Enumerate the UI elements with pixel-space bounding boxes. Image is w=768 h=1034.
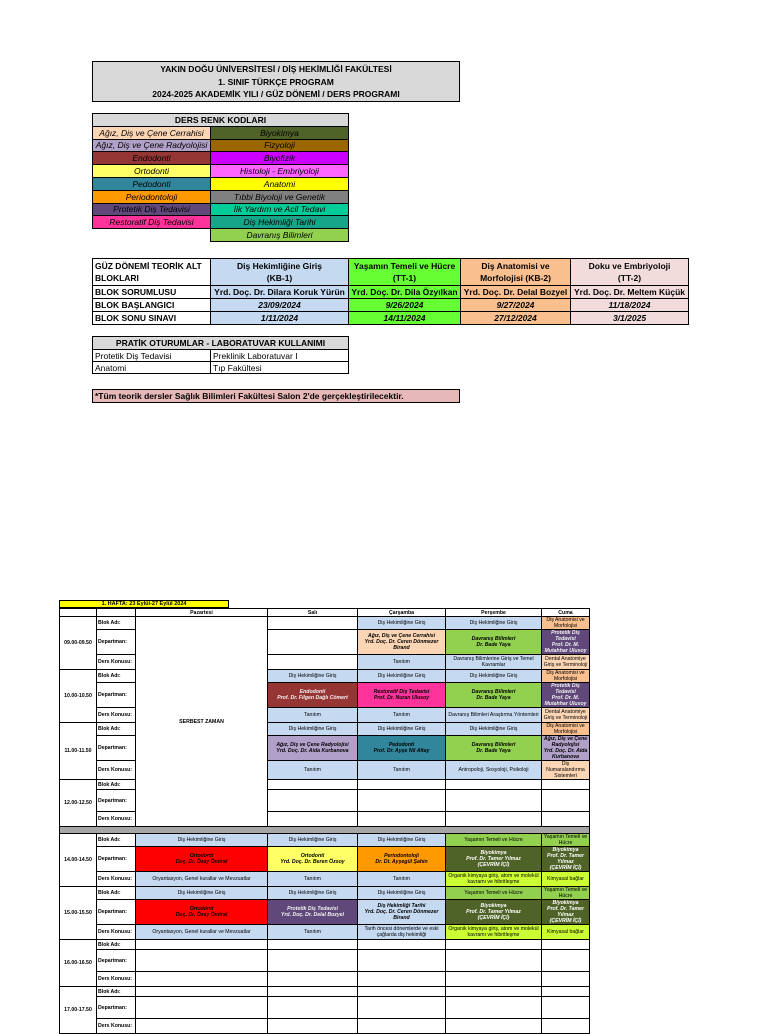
lab-title: PRATİK OTURUMLAR - LABORATUVAR KULLANIMI <box>93 337 349 350</box>
color-code-left: Ağız, Diş ve Çene Cerrahisi <box>93 126 211 139</box>
weekly-schedule-table <box>59 608 590 1034</box>
lab-place: Preklinik Laboratuvar I <box>211 350 349 362</box>
block-baslangic-cell: 9/27/2024 <box>461 299 571 312</box>
lesson-konu: Tarih öncesi dönemlerde ve eski çağlarda diş hekimliği <box>358 925 446 940</box>
lesson-blok: Diş Anatomisi ve Morfolojisi <box>542 723 590 736</box>
row-label-dep: Departman: <box>97 900 136 925</box>
lesson-dep <box>542 950 590 972</box>
lesson-blok <box>446 780 542 790</box>
lesson-dep: Davranış Bilimleri Dr. Bade Yaya <box>446 683 542 708</box>
color-code-right: Anatomi <box>211 177 349 190</box>
lesson-konu <box>542 812 590 827</box>
color-code-right: Davranış Bilimleri <box>211 229 349 242</box>
color-code-left: Ağız, Diş ve Çene Radyolojisi <box>93 139 211 152</box>
lesson-dep: Biyokimya Prof. Dr. Tamer Yılmaz (ÇEVRİM İÇİ) <box>446 900 542 925</box>
blocks-header-label: GÜZ DÖNEMİ TEORİK ALT BLOKLARI <box>93 259 211 286</box>
row-label-dep: Departman: <box>97 950 136 972</box>
lesson-dep <box>542 790 590 812</box>
week-title: 1. HAFTA: 23 Eylül-27 Eylül 2024 <box>59 600 229 608</box>
row-label-konu: Ders Konusu: <box>97 972 136 987</box>
lesson-blok <box>358 940 446 950</box>
lab-course: Anatomi <box>93 362 211 374</box>
lesson-konu: Tanıtım <box>268 708 358 723</box>
row-label-konu: Ders Konusu: <box>97 708 136 723</box>
row-label-konu: Ders Konusu: <box>97 812 136 827</box>
row-label-konu: Ders Konusu: <box>97 761 136 780</box>
lesson-konu: Dental Anatomiye Giriş ve Terminoloji <box>542 708 590 723</box>
block-sorumlu-cell: Yrd. Doç. Dr. Meltem Küçük <box>571 286 689 299</box>
free-time-cell: SERBEST ZAMAN <box>136 617 268 827</box>
lesson-konu: Dental Anatomiye Giriş ve Terminoloji <box>542 655 590 670</box>
lesson-konu: Tanıtım <box>358 655 446 670</box>
lesson-blok <box>268 780 358 790</box>
block-title-kb2: Diş Anatomisi ve Morfolojisi (KB-2) <box>461 259 571 286</box>
day-header: Perşembe <box>446 609 542 617</box>
lesson-blok: Diş Hekimliğine Giriş <box>268 723 358 736</box>
lesson-blok <box>358 780 446 790</box>
lesson-dep: Ağız, Diş ve Çene Radyolojisi Yrd. Doç. Dr. Aida Kurbanova <box>268 736 358 761</box>
block-title-tt2: Doku ve Embriyoloji (TT-2) <box>571 259 689 286</box>
lesson-blok: Diş Hekimliğine Giriş <box>268 670 358 683</box>
block-sonu-cell: 14/11/2024 <box>349 312 461 325</box>
lesson-konu <box>136 1019 268 1034</box>
theory-blocks-table <box>92 258 689 325</box>
lesson-dep <box>136 950 268 972</box>
block-baslangic-cell: 11/18/2024 <box>571 299 689 312</box>
lesson-dep <box>268 790 358 812</box>
color-code-left: Ortodonti <box>93 165 211 178</box>
color-code-left: Restoratif Diş Tedavisi <box>93 216 211 229</box>
document-header <box>92 61 460 102</box>
lesson-konu: Tanıtım <box>358 872 446 887</box>
salon-note: *Tüm teorik dersler Sağlık Bilimleri Fakültesi Salon 2'de gerçekleştirilecektir. <box>92 389 460 403</box>
lesson-dep: Biyokimya Prof. Dr. Tamer Yılmaz (ÇEVRİM İÇİ) <box>446 847 542 872</box>
lesson-dep <box>358 790 446 812</box>
color-code-right: Biyokimya <box>211 126 349 139</box>
day-header: Salı <box>268 609 358 617</box>
lesson-blok: Diş Hekimliğine Giriş <box>358 617 446 630</box>
lesson-dep: Biyokimya Prof. Dr. Tamer Yılmaz (ÇEVRİM İÇİ) <box>542 900 590 925</box>
lesson-blok: Diş Hekimliğine Giriş <box>446 670 542 683</box>
lesson-blok <box>358 987 446 997</box>
lesson-blok: Yaşamın Temeli ve Hücre <box>446 834 542 847</box>
lesson-blok: Diş Hekimliğine Giriş <box>268 834 358 847</box>
lesson-blok <box>136 940 268 950</box>
lesson-konu: Antropoloji, Sosyoloji, Psikoloji <box>446 761 542 780</box>
lesson-blok <box>446 940 542 950</box>
row-label-blok: Blok Adı: <box>97 987 136 997</box>
color-code-right: Tıbbi Biyoloji ve Genetik <box>211 190 349 203</box>
row-label-blok: Blok Adı: <box>97 617 136 630</box>
row-label-blok: Blok Adı: <box>97 780 136 790</box>
lesson-blok: Diş Hekimliğine Giriş <box>268 887 358 900</box>
day-header: Cuma <box>542 609 590 617</box>
lesson-konu <box>268 1019 358 1034</box>
lesson-blok <box>542 987 590 997</box>
color-code-left: Pedodonti <box>93 177 211 190</box>
lab-table <box>92 336 349 374</box>
day-header: Pazartesi <box>136 609 268 617</box>
row-label-blok: Blok Adı: <box>97 887 136 900</box>
lesson-blok <box>268 940 358 950</box>
lesson-dep: Periodontoloji Dr. Dt. Ayşegül Şahin <box>358 847 446 872</box>
row-label-blok: Blok Adı: <box>97 670 136 683</box>
color-code-right: Fizyoloji <box>211 139 349 152</box>
color-code-right: Diş Hekimliği Tarihi <box>211 216 349 229</box>
lesson-blok: Diş Hekimliğine Giriş <box>358 723 446 736</box>
block-sonu-cell: 1/11/2024 <box>211 312 349 325</box>
lesson-dep: Davranış Bilimleri Dr. Bade Yaya <box>446 630 542 655</box>
lesson-konu: Organik kimyaya giriş, atom ve molekül kavramı ve hibritleşme <box>446 925 542 940</box>
lesson-konu <box>358 812 446 827</box>
lesson-blok: Diş Hekimliğine Giriş <box>358 834 446 847</box>
lesson-dep: Ağız, Diş ve Çene Radyolojisi Yrd. Doç. Dr. Aida Kurbanova <box>542 736 590 761</box>
lesson-konu: Davranış Bilimlerine Giriş ve Temel Kavramlar <box>446 655 542 670</box>
lesson-dep: Diş Hekimliği Tarihi Yrd. Doç. Dr. Ceren Dönmezer Birand <box>358 900 446 925</box>
lesson-dep <box>542 997 590 1019</box>
color-code-left: Periodontoloji <box>93 190 211 203</box>
lesson-dep: Protetik Diş Tedavisi Prof. Dr. M. Mutahhar Ulusoy <box>542 683 590 708</box>
time-slot: 17.00-17.50 <box>60 987 97 1034</box>
lesson-blok: Diş Hekimliğine Giriş <box>136 887 268 900</box>
lesson-blok: Yaşamın Temeli ve Hücre <box>542 834 590 847</box>
blocks-row-label: BLOK BAŞLANGICI <box>93 299 211 312</box>
lesson-konu <box>358 1019 446 1034</box>
lesson-dep <box>358 950 446 972</box>
lunch-divider <box>60 827 590 834</box>
lesson-dep: Ortodonti Doç. Dr. Özay Önöral <box>136 900 268 925</box>
lesson-konu <box>542 972 590 987</box>
row-label-dep: Departman: <box>97 790 136 812</box>
lesson-konu <box>358 972 446 987</box>
color-code-title: DERS RENK KODLARI <box>93 114 349 127</box>
lesson-konu <box>446 972 542 987</box>
blocks-row-label: BLOK SONU SINAVI <box>93 312 211 325</box>
lesson-blok <box>268 987 358 997</box>
lab-place: Tıp Fakültesi <box>211 362 349 374</box>
lesson-konu: Tanıtım <box>268 761 358 780</box>
header-line-term: 2024-2025 AKADEMİK YILI / GÜZ DÖNEMİ / DERS PROGRAMI <box>152 89 400 99</box>
time-slot: 12.00-12.50 <box>60 780 97 827</box>
lesson-konu: Tanıtım <box>268 925 358 940</box>
lesson-konu: Kimyasal bağlar <box>542 925 590 940</box>
time-slot: 16.00-16.50 <box>60 940 97 987</box>
color-code-right: İlk Yardım ve Acil Tedavi <box>211 203 349 216</box>
row-label-dep: Departman: <box>97 997 136 1019</box>
lesson-blok: Diş Hekimliğine Giriş <box>358 670 446 683</box>
color-code-table <box>92 113 349 242</box>
lesson-blok: Diş Hekimliğine Giriş <box>136 834 268 847</box>
lesson-dep <box>268 950 358 972</box>
row-label-dep: Departman: <box>97 847 136 872</box>
lesson-dep <box>268 630 358 655</box>
row-label-konu: Ders Konusu: <box>97 925 136 940</box>
lesson-dep: Biyokimya Prof. Dr. Tamer Yılmaz (ÇEVRİM İÇİ) <box>542 847 590 872</box>
block-sonu-cell: 3/1/2025 <box>571 312 689 325</box>
lesson-blok: Yaşamın Temeli ve Hücre <box>446 887 542 900</box>
block-sonu-cell: 27/12/2024 <box>461 312 571 325</box>
day-header: Çarşamba <box>358 609 446 617</box>
block-title-kb1: Diş Hekimliğine Giriş (KB-1) <box>211 259 349 286</box>
lesson-konu <box>268 812 358 827</box>
header-line-program: 1. SINIF TÜRKÇE PROGRAM <box>218 76 334 87</box>
lesson-dep <box>358 997 446 1019</box>
row-label-konu: Ders Konusu: <box>97 655 136 670</box>
time-slot: 14.00-14.50 <box>60 834 97 887</box>
block-sorumlu-cell: Yrd. Doç. Dr. Dilara Koruk Yürün <box>211 286 349 299</box>
schedule-corner <box>60 609 97 617</box>
lesson-dep: Endodonti Prof. Dr. Filgen Dağlı Cömert <box>268 683 358 708</box>
lesson-blok: Diş Hekimliğine Giriş <box>446 723 542 736</box>
row-label-blok: Blok Adı: <box>97 723 136 736</box>
lesson-konu: Kimyasal bağlar <box>542 872 590 887</box>
row-label-dep: Departman: <box>97 736 136 761</box>
row-label-blok: Blok Adı: <box>97 940 136 950</box>
lesson-dep: Davranış Bilimleri Dr. Bade Yaya <box>446 736 542 761</box>
lesson-konu: Organik kimyaya giriş, atom ve molekül kavramı ve hibritleşme <box>446 872 542 887</box>
lesson-dep <box>446 950 542 972</box>
lesson-dep: Ortodonti Yrd. Doç. Dr. Beren Özsoy <box>268 847 358 872</box>
row-label-konu: Ders Konusu: <box>97 1019 136 1034</box>
lesson-konu: Davranış Bilimleri Araştırma Yöntemleri <box>446 708 542 723</box>
time-slot: 11.00-11.50 <box>60 723 97 780</box>
schedule-corner <box>97 609 136 617</box>
lesson-blok: Diş Anatomisi ve Morfolojisi <box>542 670 590 683</box>
lesson-dep <box>268 997 358 1019</box>
lesson-konu <box>446 1019 542 1034</box>
lesson-blok <box>446 987 542 997</box>
lesson-konu: Oryantasyon, Genel kurallar ve Mevzuatlar <box>136 925 268 940</box>
lesson-dep <box>446 997 542 1019</box>
block-sorumlu-cell: Yrd. Doç. Dr. Delal Bozyel <box>461 286 571 299</box>
time-slot: 10.00-10.50 <box>60 670 97 723</box>
lesson-konu: Tanıtım <box>268 872 358 887</box>
lesson-konu: Tanıtım <box>358 708 446 723</box>
lesson-konu <box>542 1019 590 1034</box>
time-slot: 09.00-09.50 <box>60 617 97 670</box>
lesson-dep: Protetik Diş Tedavisi Prof. Dr. M. Mutahhar Ulusoy <box>542 630 590 655</box>
time-slot: 15.00-15.50 <box>60 887 97 940</box>
color-code-right: Histoloji - Embriyoloji <box>211 165 349 178</box>
block-title-tt1: Yaşamın Temeli ve Hücre (TT-1) <box>349 259 461 286</box>
lesson-blok <box>542 780 590 790</box>
lesson-konu <box>136 972 268 987</box>
color-code-right: Biyofizik <box>211 152 349 165</box>
row-label-dep: Departman: <box>97 630 136 655</box>
header-line-university: YAKIN DOĞU ÜNİVERSİTESİ / DİŞ HEKİMLİĞİ FAKÜLTESİ <box>160 64 392 74</box>
lesson-dep <box>446 790 542 812</box>
color-code-left: Endodonti <box>93 152 211 165</box>
lesson-blok: Diş Hekimliğine Giriş <box>446 617 542 630</box>
lesson-dep: Protetik Diş Tedavisi Yrd. Doç. Dr. Delal Bozyel <box>268 900 358 925</box>
lesson-blok: Diş Hekimliğine Giriş <box>358 887 446 900</box>
lesson-blok: Yaşamın Temeli ve Hücre <box>542 887 590 900</box>
lab-course: Protetik Diş Tedavisi <box>93 350 211 362</box>
lesson-konu: Tanıtım <box>358 761 446 780</box>
lesson-blok <box>268 617 358 630</box>
lesson-blok <box>136 987 268 997</box>
color-code-left: Protetik Diş Tedavisi <box>93 203 211 216</box>
lesson-dep: Ağız, Diş ve Çene Cerrahisi Yrd. Doç. Dr. Ceren Dönmezer Birand <box>358 630 446 655</box>
lesson-blok: Diş Anatomisi ve Morfolojisi <box>542 617 590 630</box>
row-label-blok: Blok Adı: <box>97 834 136 847</box>
lesson-dep <box>136 997 268 1019</box>
lesson-konu: Diş Numaralandırma Sistemleri <box>542 761 590 780</box>
blocks-row-label: BLOK SORUMLUSU <box>93 286 211 299</box>
row-label-konu: Ders Konusu: <box>97 872 136 887</box>
lesson-konu <box>268 655 358 670</box>
color-code-left <box>93 229 211 242</box>
block-baslangic-cell: 9/26/2024 <box>349 299 461 312</box>
lesson-konu: Oryantasyon, Genel kurallar ve Mevzuatlar <box>136 872 268 887</box>
block-baslangic-cell: 23/09/2024 <box>211 299 349 312</box>
lesson-dep: Restoratif Diş Tedavisi Prof. Dr. Nuran Ulusoy <box>358 683 446 708</box>
lesson-dep: Pedodonti Prof. Dr. Ayşe Nil Altay <box>358 736 446 761</box>
lesson-konu <box>268 972 358 987</box>
block-sorumlu-cell: Yrd. Doç. Dr. Dila Özyılkan <box>349 286 461 299</box>
row-label-dep: Departman: <box>97 683 136 708</box>
lesson-konu <box>446 812 542 827</box>
lesson-dep: Ortodonti Doç. Dr. Özay Önöral <box>136 847 268 872</box>
lesson-blok <box>542 940 590 950</box>
